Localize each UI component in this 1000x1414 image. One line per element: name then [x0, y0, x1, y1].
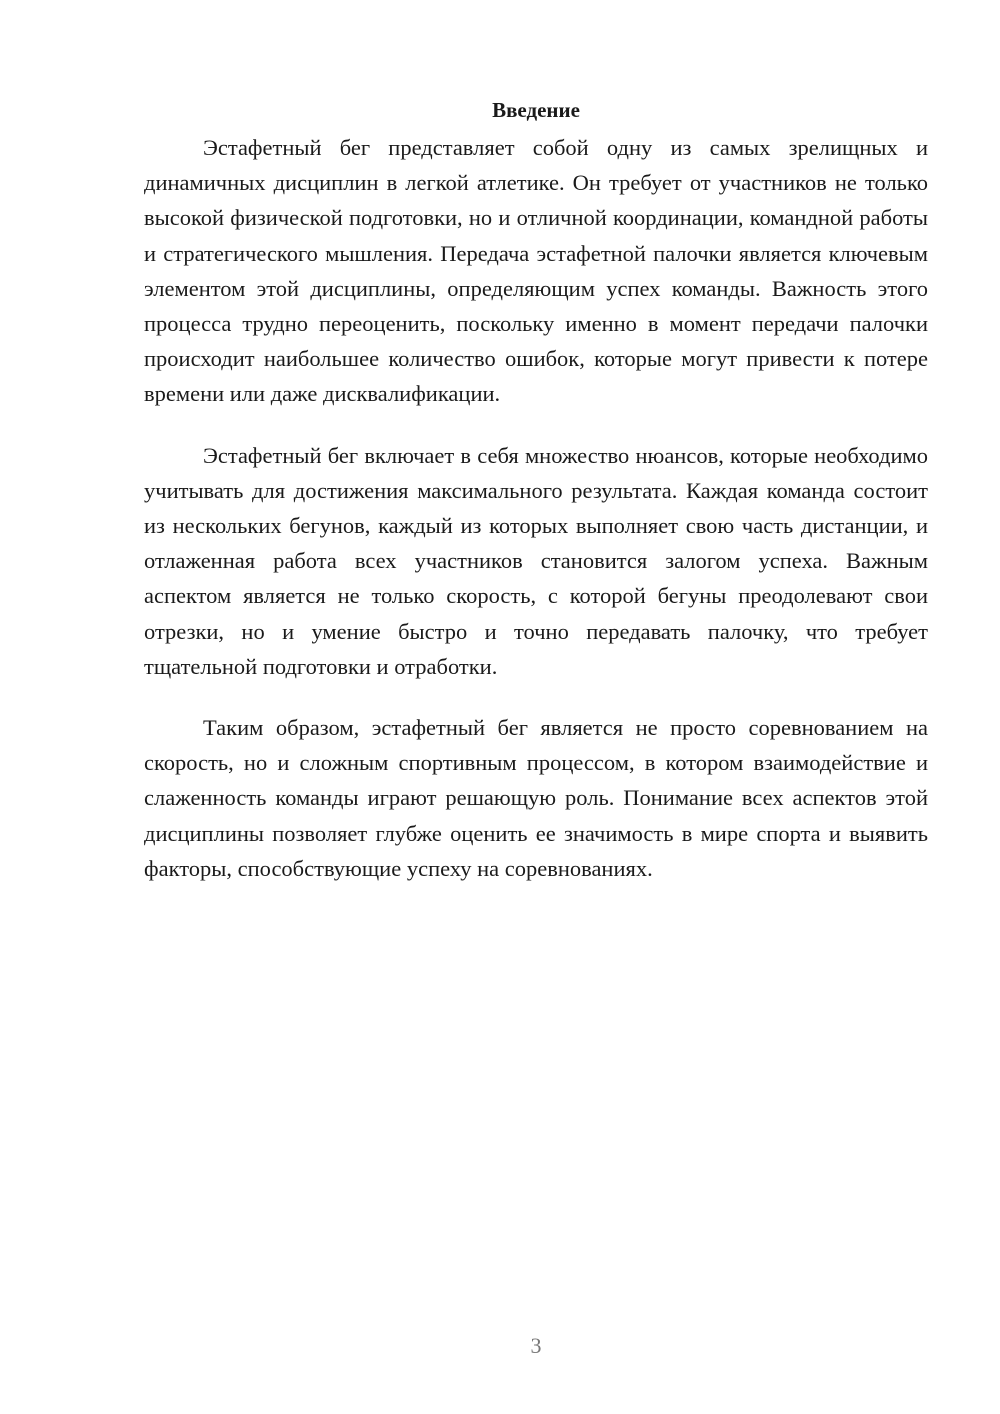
page-content	[144, 93, 928, 912]
page-number: 3	[530, 1333, 542, 1358]
paragraph-1: Эстафетный бег представляет собой одну из самых зрелищных и динамичных дисциплин в легкой атлетике. Он требует от участников не только высокой физической подготовки, но и отличной координации, командной работы и стратегического мышления. Передача эстафетной палочки является ключевым элементом этой дисциплины, определяющим успех команды. Важность этого процесса трудно переоценить, поскольку именно в момент передачи палочки происходит наибольшее количество ошибок, которые могут привести к потере времени или даже дисквалификации.	[144, 135, 928, 407]
paragraph-3: Таким образом, эстафетный бег является не просто соревнованием на скорость, но и сложным спортивным процессом, в котором взаимодействие и слаженность команды играют решающую роль. Понимание всех аспектов этой дисциплины позволяет глубже оценить ее значимость в мире спорта и выявить факторы, способствующие успеху на соревнованиях.	[144, 715, 928, 881]
paragraph-2: Эстафетный бег включает в себя множество нюансов, которые необходимо учитывать для достижения максимального результата. Каждая команда состоит из нескольких бегунов, каждый из которых выполняет свою часть дистанции, и отлаженная работа всех участников становится залогом успеха. Важным аспектом является не только скорость, с которой бегуны преодолевают свои отрезки, но и умение быстро и точно передавать палочку, что требует тщательной подготовки и отработки.	[144, 442, 928, 679]
section-heading: Введение	[492, 98, 580, 122]
